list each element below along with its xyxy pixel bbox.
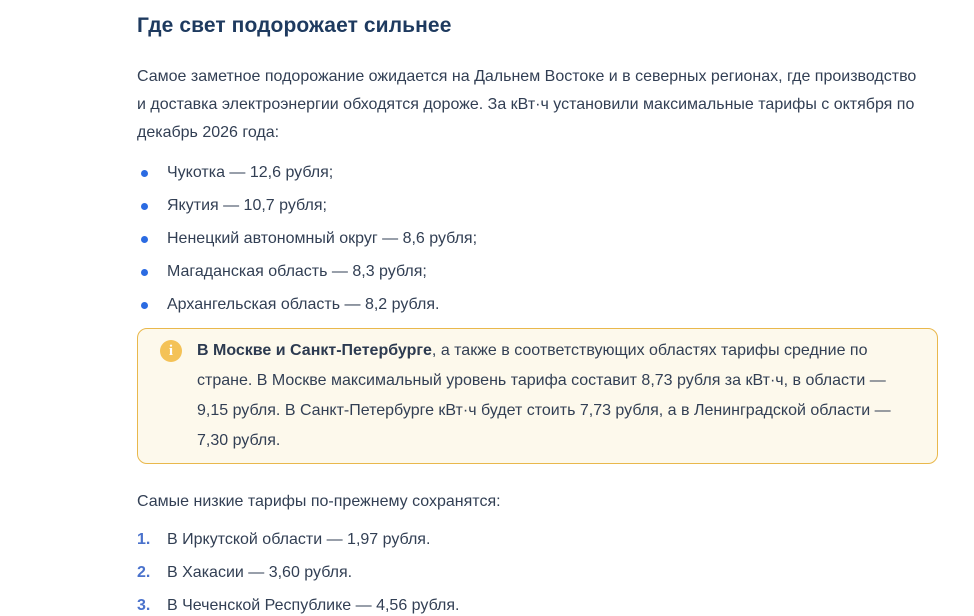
list-item [137, 229, 938, 249]
intro-paragraph: Самое заметное подорожание ожидается на Дальнем Востоке и в северных регионах, где производство и доставка электроэнергии обходятся дороже. За кВт·ч установили максимальные тарифы с октября по декабрь 2026 года: [137, 68, 917, 141]
list-item [137, 163, 938, 183]
callout-lead-bold: В Москве и Санкт-Петербурге [197, 342, 432, 359]
callout-text [197, 336, 917, 456]
list-item-text: Якутия — 10,7 рубля; [167, 197, 327, 214]
bullet-dot-icon [141, 203, 148, 210]
list-item-text: В Хакасии — 3,60 рубля. [167, 564, 353, 581]
list-number: 3. [137, 597, 151, 614]
bullet-dot-icon [141, 269, 148, 276]
list-item [137, 530, 938, 550]
list-number: 1. [137, 531, 151, 548]
info-icon: i [160, 340, 182, 362]
callout-rest-text: , а также в соответствующих областях тарифы средние по стране. В Москве максимальный уровень тарифа составит 8,73 рубля за кВт·ч, в области — 9,15 рубля. В Санкт-Петербурге кВт·ч будет стоить 7,73 рубля, а в Ленинградской области — 7,30 рубля. [197, 342, 891, 449]
list-item-text: Чукотка — 12,6 рубля; [167, 164, 334, 181]
list-item [137, 596, 938, 616]
list-item [137, 196, 938, 216]
info-callout [137, 328, 938, 464]
list-item-text: Ненецкий автономный округ — 8,6 рубля; [167, 230, 478, 247]
tariff-bullet-list [137, 163, 938, 315]
bullet-dot-icon [141, 170, 148, 177]
bullet-dot-icon [141, 236, 148, 243]
list-item [137, 563, 938, 583]
low-tariff-numbered-list [137, 530, 938, 616]
list-item-text: В Иркутской области — 1,97 рубля. [167, 531, 431, 548]
list-item [137, 295, 938, 315]
page-title: Где свет подорожает сильнее [137, 14, 452, 37]
article-content [137, 0, 938, 616]
list-item-text: Архангельская область — 8,2 рубля. [167, 296, 440, 313]
list-number: 2. [137, 564, 151, 581]
bullet-dot-icon [141, 302, 148, 309]
low-tariffs-heading: Самые низкие тарифы по-прежнему сохранятся: [137, 493, 501, 510]
list-item-text: В Чеченской Республике — 4,56 рубля. [167, 597, 460, 614]
list-item [137, 262, 938, 282]
list-item-text: Магаданская область — 8,3 рубля; [167, 263, 427, 280]
